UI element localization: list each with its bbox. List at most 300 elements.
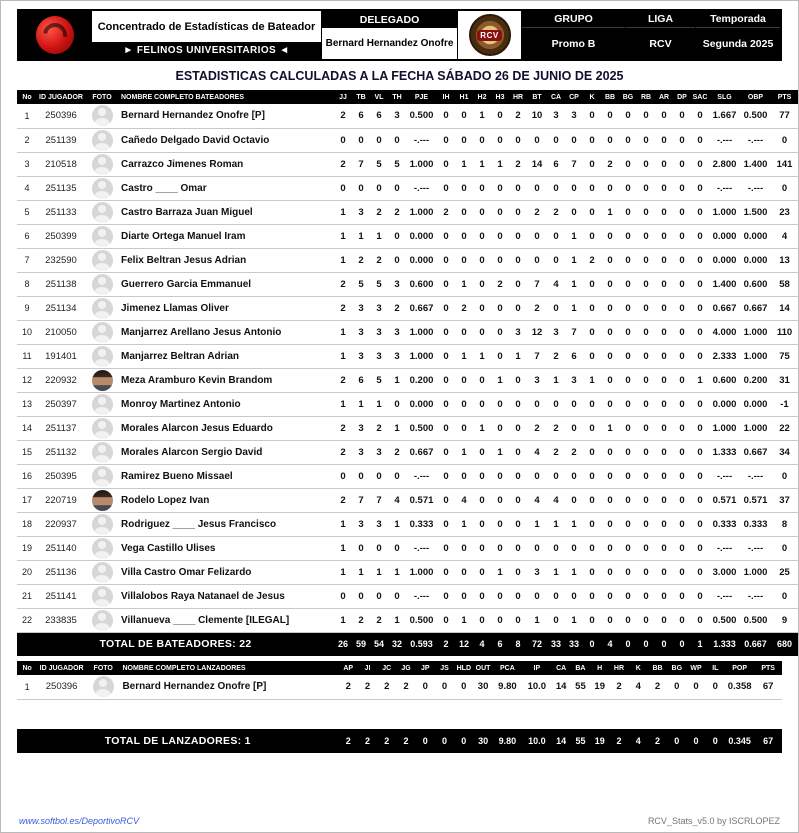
stat-cell: 3 [370,320,388,344]
stat-cell: 1 [691,368,709,392]
page-footer [17,812,782,828]
col-id-jugador: ID JUGADOR [37,90,85,104]
stat-cell: 0 [491,176,509,200]
player-photo [92,538,113,559]
stat-cell: 0 [601,224,619,248]
stat-cell: 1.000 [406,200,437,224]
team-name: ► FELINOS UNIVERSITARIOS ◄ [92,42,321,59]
player-photo-cell [85,368,119,392]
stat-cell: 0 [565,128,583,152]
stat-cell: 0 [637,512,655,536]
total-stat-cell: 0 [673,632,691,656]
stat-cell: 2 [527,416,547,440]
stat-cell: 0 [691,584,709,608]
stat-cell: 0 [691,128,709,152]
stat-cell: 2 [358,675,377,699]
stat-cell: 0 [619,536,637,560]
stat-cell: 30 [473,675,492,699]
stat-cell: 2 [388,200,406,224]
stat-cell: 2 [509,104,527,128]
stat-cell: 0 [388,392,406,416]
total-stat-cell: 14 [552,729,571,753]
stat-cell: 0 [565,464,583,488]
stat-cell: 14 [552,675,571,699]
stat-cell: 1 [388,512,406,536]
stat-cell: 13 [771,248,798,272]
stat-cell: 0 [655,608,673,632]
player-photo-cell [85,608,119,632]
stat-cell: 4 [527,488,547,512]
col-jj: JJ [334,90,352,104]
stat-cell: 0 [473,440,491,464]
stat-cell: 0 [637,104,655,128]
total-stat-cell: 2 [648,729,667,753]
player-id: 251140 [37,536,85,560]
stat-cell: 9 [771,608,798,632]
stat-cell: 0 [691,176,709,200]
stat-cell: -1 [771,392,798,416]
stat-cell: 0 [583,320,601,344]
delegado-name: Bernard Hernandez Onofre [325,38,454,49]
stat-cell: 0 [437,488,455,512]
stat-cell: 0 [583,296,601,320]
total-label: TOTAL DE BATEADORES: 22 [17,632,334,656]
col-bb: BB [601,90,619,104]
stat-cell: 0 [547,584,565,608]
stat-cell: 0.571 [406,488,437,512]
stat-cell: 0 [416,675,435,699]
player-photo-cell [85,272,119,296]
stat-cell: 4 [771,224,798,248]
stat-cell: 0 [583,128,601,152]
stat-cell: 0 [455,536,473,560]
stat-cell: 0 [473,128,491,152]
stat-cell: 1 [388,368,406,392]
stat-cell: 0 [509,440,527,464]
liga-value: RCV [649,37,672,50]
player-id: 250396 [37,104,85,128]
stat-cell: 0 [691,152,709,176]
stat-cell: 0.667 [406,296,437,320]
player-photo [92,274,113,295]
stat-cell: 3 [527,368,547,392]
total-stat-cell: 6 [491,632,509,656]
player-name: Guerrero Garcia Emmanuel [119,272,334,296]
stat-cell: 0 [547,128,565,152]
stat-cell: -.--- [406,464,437,488]
stat-cell: 1 [583,368,601,392]
total-stat-cell: 0 [686,729,705,753]
stat-cell: 0 [619,560,637,584]
stat-cell: 0 [352,584,370,608]
stat-cell: 1 [334,320,352,344]
player-photo-cell [85,128,119,152]
stat-cell: 1 [565,512,583,536]
stat-cell: 0.000 [709,392,740,416]
stat-cell: 0 [655,320,673,344]
stat-cell: 0 [547,464,565,488]
player-photo [92,562,113,583]
stat-cell: 0 [473,608,491,632]
stat-cell: 0 [583,536,601,560]
stat-cell: 0 [673,128,691,152]
total-stat-cell: 0.667 [740,632,771,656]
stat-cell: 23 [771,200,798,224]
stat-cell: 55 [571,675,590,699]
stat-cell: 1 [547,512,565,536]
stat-cell: 2 [527,200,547,224]
player-id: 250397 [37,392,85,416]
player-photo [92,226,113,247]
total-stat-cell: 2 [437,632,455,656]
stat-cell: 0 [691,224,709,248]
stat-cell: 0 [601,104,619,128]
player-name: Jimenez Llamas Oliver [119,296,334,320]
stat-cell: 0 [619,584,637,608]
stat-cell: 0.667 [709,296,740,320]
stat-cell: 3 [509,320,527,344]
team-logo-cell [19,11,91,59]
stat-cell: 110 [771,320,798,344]
stat-cell: 0 [583,200,601,224]
stat-cell: 0.000 [709,224,740,248]
col-foto: FOTO [86,661,120,675]
stat-cell: 0 [583,440,601,464]
player-photo-cell [85,512,119,536]
stat-cell: 0 [691,272,709,296]
stat-cell: 2 [352,248,370,272]
stat-cell: -.--- [406,584,437,608]
stat-cell: 3 [352,512,370,536]
stat-cell: 0 [673,416,691,440]
stat-cell: 0 [473,272,491,296]
col-pts: PTS [771,90,798,104]
stat-cell: -.--- [709,584,740,608]
stat-cell: 0 [455,320,473,344]
row-number: 15 [17,440,37,464]
stat-cell: 0 [370,176,388,200]
stat-cell: 0.000 [740,248,771,272]
total-stat-cell: 33 [565,632,583,656]
player-photo [92,154,113,175]
stat-cell: 1 [601,200,619,224]
total-stat-cell: 59 [352,632,370,656]
stat-cell: 3 [388,104,406,128]
player-row [17,464,798,488]
stat-cell: 0 [437,320,455,344]
stat-cell: 2 [370,200,388,224]
stat-cell: 9.80 [493,675,522,699]
player-id: 233835 [37,608,85,632]
footer-link[interactable]: www.softbol.es/DeportivoRCV [19,816,140,826]
col-no: No [17,661,37,675]
stat-cell: 2 [370,608,388,632]
stat-cell: 0 [637,176,655,200]
stat-cell: 0 [706,675,725,699]
stat-cell: 0 [473,512,491,536]
col-wp: WP [686,661,705,675]
stat-cell: 1 [370,224,388,248]
player-photo [92,202,113,223]
stat-cell: 0 [509,392,527,416]
stat-cell: 0 [473,368,491,392]
total-stat-cell: 2 [358,729,377,753]
stat-cell: 4 [388,488,406,512]
stat-cell: 0.500 [406,104,437,128]
player-row [17,584,798,608]
total-stat-cell: 4 [629,729,648,753]
col-vl: VL [370,90,388,104]
row-number: 19 [17,536,37,560]
col-pje: PJE [406,90,437,104]
row-number: 16 [17,464,37,488]
stat-cell: 0 [619,368,637,392]
total-stat-cell: 0 [706,729,725,753]
col-no: No [17,90,37,104]
stat-cell: 3 [547,320,565,344]
stat-cell: 0 [637,272,655,296]
stat-cell: 0 [637,608,655,632]
stat-cell: 0 [691,248,709,272]
player-name: Castro Barraza Juan Miguel [119,200,334,224]
total-stat-cell: 32 [388,632,406,656]
stat-cell: 0 [455,416,473,440]
stat-cell: 0 [455,560,473,584]
stat-cell: 0 [601,272,619,296]
stat-cell: -.--- [740,176,771,200]
stat-cell: 0 [565,200,583,224]
col-ji: JI [358,661,377,675]
stat-cell: 0 [334,176,352,200]
col-h2: H2 [473,90,491,104]
total-stat-cell: 4 [601,632,619,656]
col-bg: BG [619,90,637,104]
stat-cell: 2 [547,200,565,224]
player-id: 250396 [37,675,86,699]
player-photo-cell [85,296,119,320]
total-stat-cell: 2 [339,729,358,753]
stat-cell: 1 [473,104,491,128]
stat-cell: 0 [565,392,583,416]
stat-cell: 0.500 [740,104,771,128]
col-dp: DP [673,90,691,104]
stat-cell: 14 [527,152,547,176]
stat-cell: 0 [601,560,619,584]
player-row [17,224,798,248]
stat-cell: 1 [565,272,583,296]
stat-cell: 0.571 [709,488,740,512]
stat-cell: 0 [473,320,491,344]
stat-cell: 0 [583,104,601,128]
col-bb: BB [648,661,667,675]
player-row [17,440,798,464]
stat-cell: 0 [437,248,455,272]
stat-cell: 0 [370,536,388,560]
stat-cell: 1 [509,344,527,368]
col-pca: PCA [493,661,522,675]
stat-cell: 0.500 [740,608,771,632]
stat-cell: 2 [648,675,667,699]
stat-cell: 1 [601,416,619,440]
stat-cell: 3 [388,320,406,344]
stat-cell: 1.000 [709,416,740,440]
player-photo-cell [85,464,119,488]
stat-cell: 0 [655,416,673,440]
col-ip: IP [522,661,551,675]
stat-cell: 0 [455,464,473,488]
stat-cell: 4.000 [709,320,740,344]
rcv-logo-icon [469,14,511,56]
col-nombre-completo-lanzadores: NOMBRE COMPLETO LANZADORES [120,661,338,675]
player-name: Villa Castro Omar Felizardo [119,560,334,584]
stat-cell: 0 [491,488,509,512]
stat-cell: 1 [370,392,388,416]
stat-cell: 3 [388,272,406,296]
stat-cell: 0 [637,488,655,512]
total-stat-cell: 33 [547,632,565,656]
player-id: 251136 [37,560,85,584]
stat-cell: 0 [673,248,691,272]
total-stat-cell: 4 [473,632,491,656]
player-photo-cell [86,675,120,699]
stat-cell: 0 [473,488,491,512]
stat-cell: 0 [491,464,509,488]
stat-cell: 5 [370,368,388,392]
stat-cell: 0 [473,296,491,320]
stat-cell: 1 [334,608,352,632]
liga-label: LIGA [626,11,695,28]
stat-cell: 0 [583,392,601,416]
stat-cell: 1 [565,248,583,272]
stat-cell: 0 [673,440,691,464]
stat-cell: 0 [473,560,491,584]
stat-cell: 7 [370,488,388,512]
stat-cell: 2 [527,296,547,320]
stat-cell: 2 [583,248,601,272]
col-ba: BA [571,661,590,675]
stat-cell: 0 [601,488,619,512]
stat-cell: 0 [473,464,491,488]
stat-cell: 2 [377,675,396,699]
row-number: 22 [17,608,37,632]
stat-cell: 0 [491,296,509,320]
total-stat-cell: 0.345 [725,729,754,753]
stat-cell: 6 [370,104,388,128]
stat-cell: -.--- [709,176,740,200]
stat-cell: 0 [491,320,509,344]
col-js: JS [435,661,454,675]
player-photo [92,394,113,415]
stat-cell: 2 [334,104,352,128]
stat-cell: 0 [583,152,601,176]
stat-cell: 0 [491,224,509,248]
player-name: Manjarrez Beltran Adrian [119,344,334,368]
stat-cell: 3.000 [709,560,740,584]
stat-cell: 0 [637,320,655,344]
stat-cell: 1.400 [740,152,771,176]
stat-cell: 3 [370,512,388,536]
stat-cell: 5 [370,272,388,296]
stat-cell: 31 [771,368,798,392]
stat-cell: 0 [437,296,455,320]
col-ap: AP [339,661,358,675]
player-name: Morales Alarcon Jesus Eduardo [119,416,334,440]
stat-cell: 1.000 [709,200,740,224]
stat-cell: 0 [547,296,565,320]
temporada-cell [695,11,780,59]
stat-cell: 0 [673,488,691,512]
stat-cell: 1 [334,344,352,368]
player-name: Cañedo Delgado David Octavio [119,128,334,152]
col-hld: HLD [454,661,473,675]
stat-cell: 0 [527,536,547,560]
total-stat-cell: 0 [583,632,601,656]
stat-cell: 0 [491,584,509,608]
stat-cell: 0 [437,224,455,248]
player-id: 250395 [37,464,85,488]
player-row [17,248,798,272]
total-stat-cell: 0 [416,729,435,753]
stat-cell: 1 [352,392,370,416]
stat-cell: -.--- [740,584,771,608]
stat-cell: 0 [547,224,565,248]
stat-cell: 0 [491,128,509,152]
col-slg: SLG [709,90,740,104]
stat-cell: 0 [509,248,527,272]
stat-cell: 0 [565,416,583,440]
stat-cell: 0 [388,536,406,560]
stat-cell: 0 [527,584,547,608]
stat-cell: 0 [601,608,619,632]
player-row [17,536,798,560]
stat-cell: 0 [370,128,388,152]
title-cell [91,11,321,59]
stat-cell: 0 [455,176,473,200]
stat-cell: 0 [565,536,583,560]
stat-cell: 0 [435,675,454,699]
stat-cell: 0 [491,416,509,440]
stat-cell: 1 [388,416,406,440]
row-number: 8 [17,272,37,296]
stat-cell: 1 [491,368,509,392]
stat-cell: 1.333 [709,440,740,464]
stat-cell: 0 [583,584,601,608]
stat-cell: -.--- [406,536,437,560]
stat-cell: 0 [673,368,691,392]
stat-cell: 75 [771,344,798,368]
stat-cell: 1 [334,248,352,272]
stat-cell: 0 [655,392,673,416]
stat-cell: -.--- [406,128,437,152]
stat-cell: 0.667 [740,296,771,320]
player-id: 251132 [37,440,85,464]
stat-cell: 1.500 [740,200,771,224]
stat-cell: -.--- [406,176,437,200]
stat-cell: 34 [771,440,798,464]
stat-cell: 1 [565,224,583,248]
stat-cell: 2 [547,416,565,440]
player-id: 220932 [37,368,85,392]
stat-cell: 67 [754,675,782,699]
stat-cell: 0 [547,392,565,416]
stat-cell: 4 [629,675,648,699]
player-photo [92,298,113,319]
stat-cell: 0 [437,584,455,608]
player-row [17,488,798,512]
col-h1: H1 [455,90,473,104]
stat-cell: 0 [619,200,637,224]
total-stat-cell: 0.593 [406,632,437,656]
